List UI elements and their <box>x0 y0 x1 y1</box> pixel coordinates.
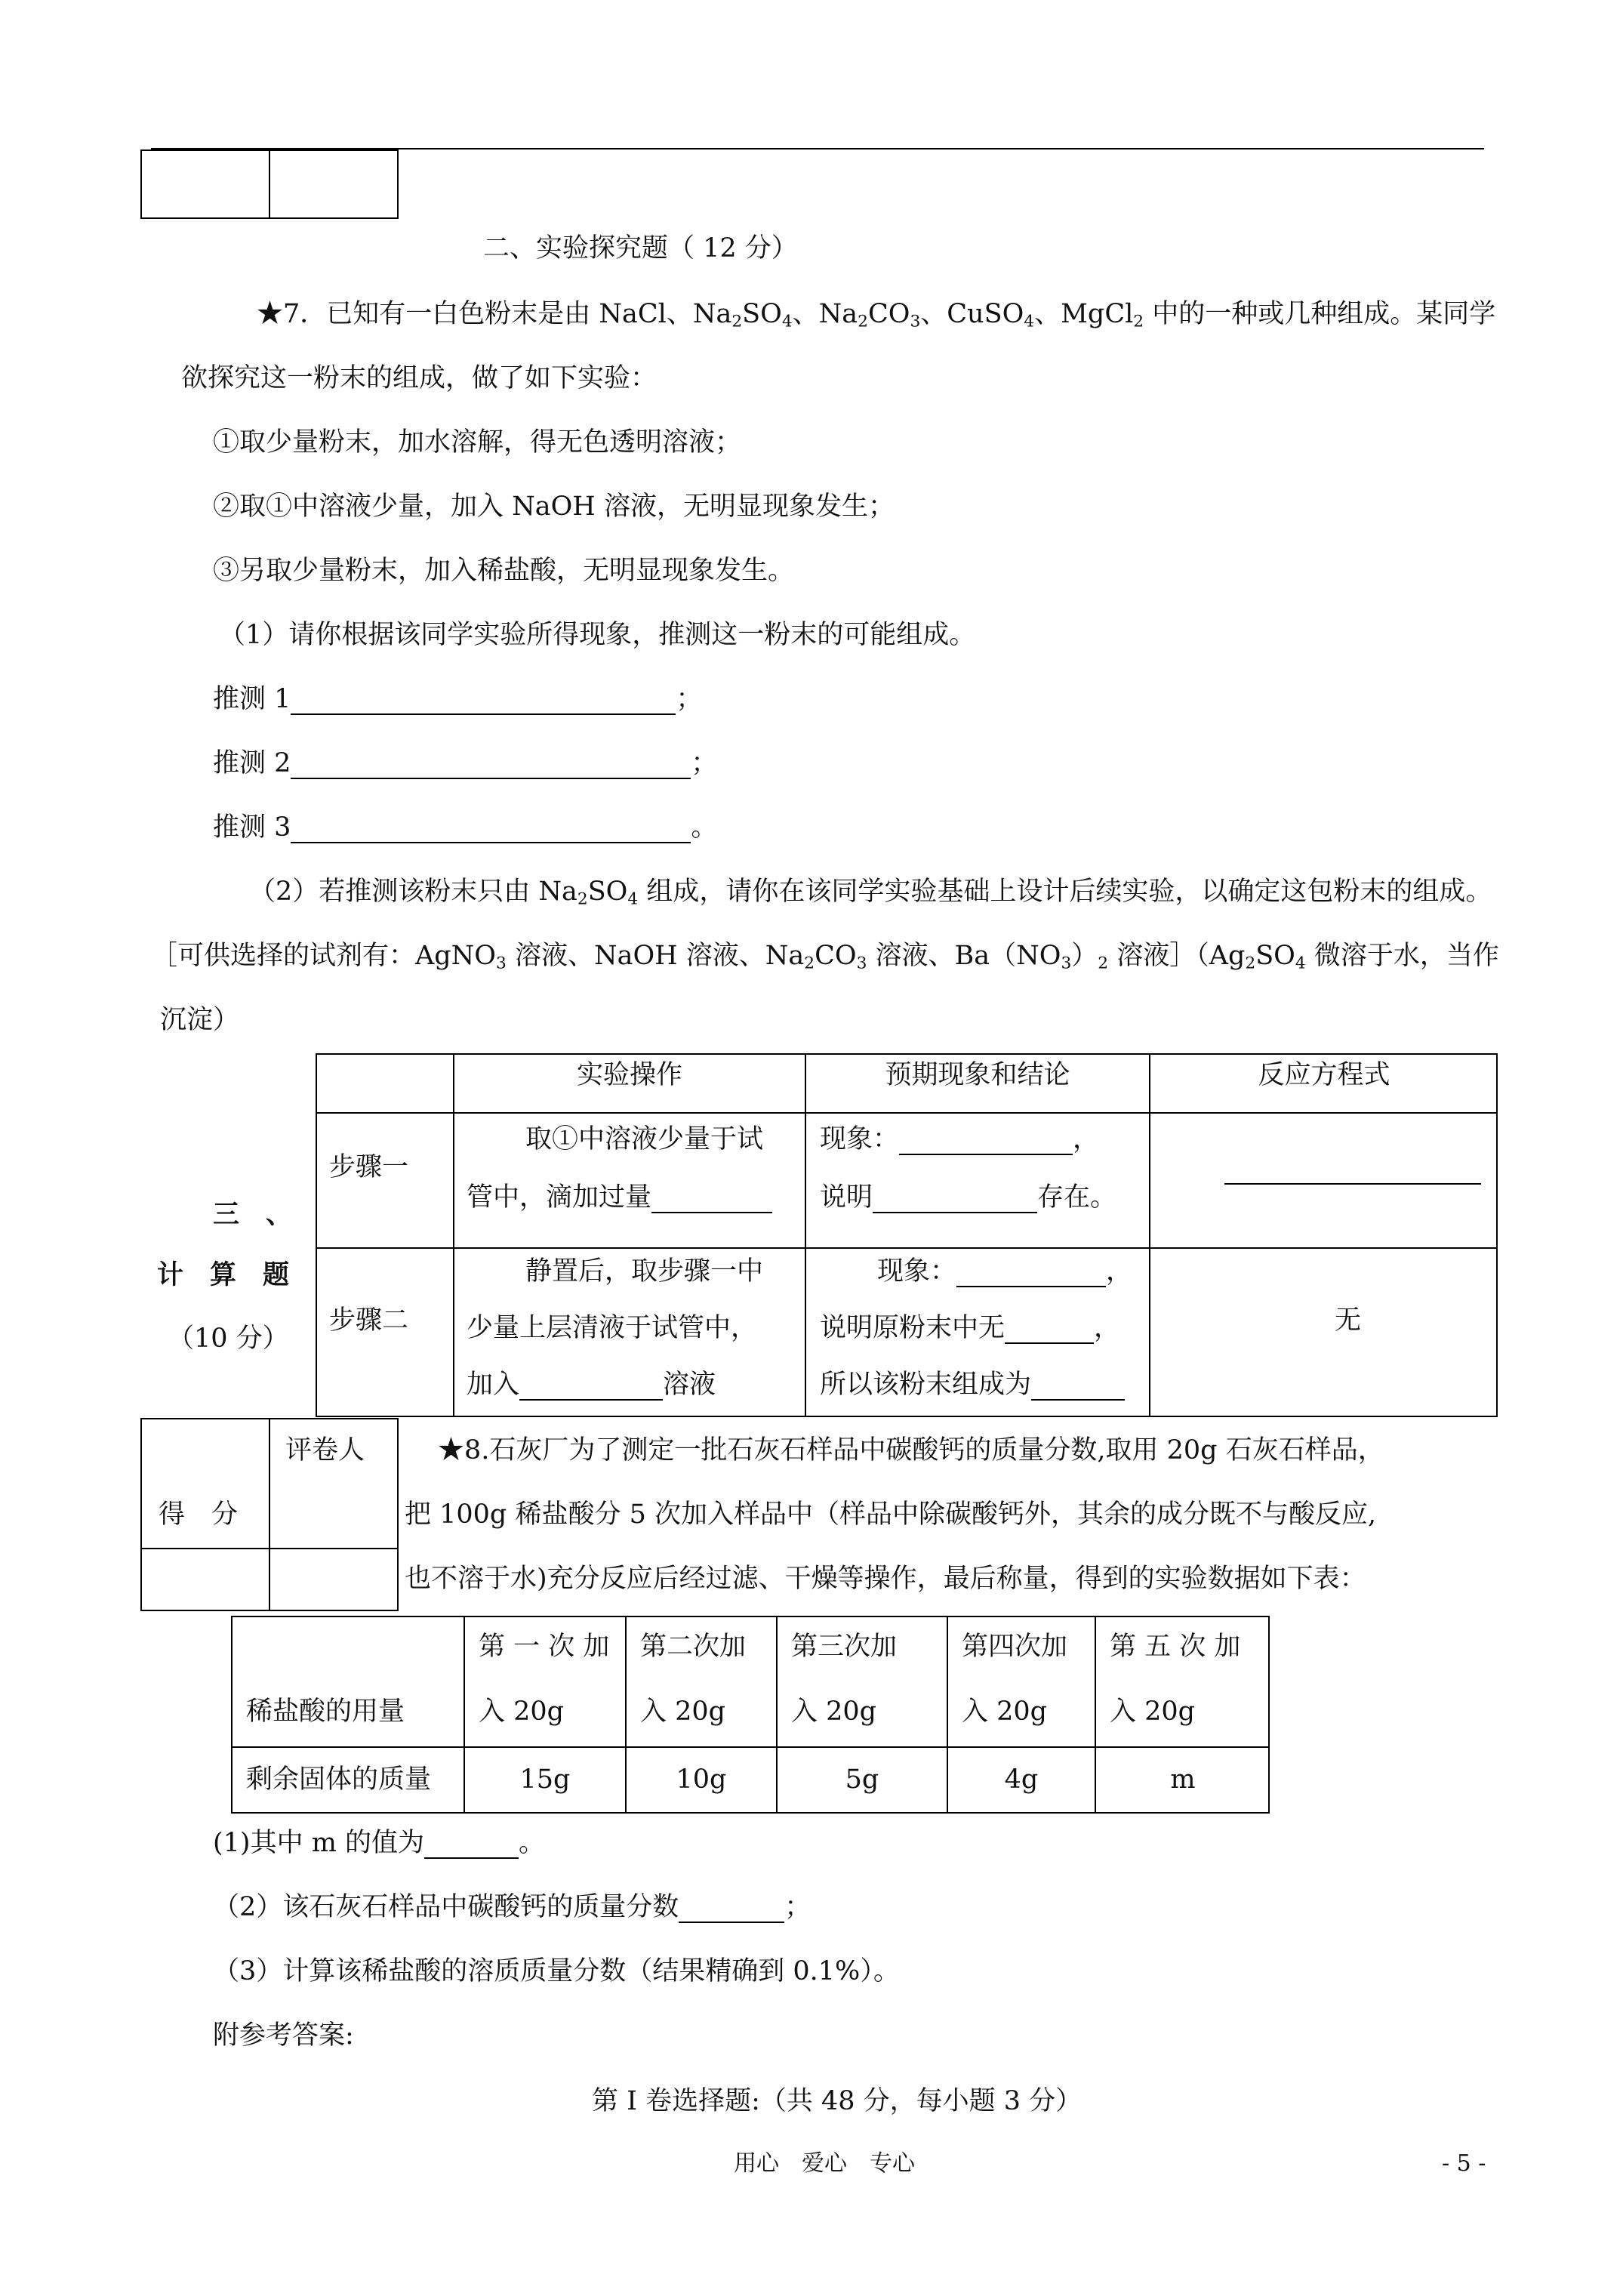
row-solid-label: 剩余固体的质量 <box>246 1764 432 1795</box>
col-5-top: 第 五 次 加 <box>1110 1632 1241 1662</box>
guess-1-blank[interactable] <box>291 686 676 715</box>
step2-result-line1: 现象： ， <box>877 1256 1133 1287</box>
col-4-top: 第四次加 <box>962 1632 1068 1662</box>
col-3-top: 第三次加 <box>791 1632 898 1662</box>
guess-2-blank[interactable] <box>291 750 691 779</box>
step2-phenomenon-blank[interactable] <box>956 1258 1106 1287</box>
q7-step-2: ②取①中溶液少量，加入 NaOH 溶液，无明显现象发生； <box>213 492 895 522</box>
header-operation: 实验操作 <box>576 1060 682 1090</box>
guess-2-label: 推测 2 <box>213 748 291 778</box>
step1-label: 步骤一 <box>329 1152 409 1182</box>
step2-op-line2: 少量上层清液于试管中， <box>467 1313 758 1343</box>
col-1-value: 15g <box>519 1764 571 1795</box>
q7-step-3: ③另取少量粉末，加入稀盐酸，无明显现象发生。 <box>213 556 795 586</box>
step1-op-line2: 管中，滴加过量 <box>467 1182 772 1213</box>
col-1-bottom: 入 20g <box>479 1697 565 1727</box>
step1-reagent-blank[interactable] <box>651 1184 772 1213</box>
step2-result-line2: 说明原粉末中无 ， <box>820 1313 1121 1343</box>
col-3-value: 5g <box>845 1764 879 1795</box>
step1-phenomenon-blank[interactable] <box>899 1126 1073 1155</box>
step2-label: 步骤二 <box>329 1305 409 1336</box>
q8-fraction-blank[interactable] <box>679 1894 784 1923</box>
q7-line-2: 欲探究这一粉末的组成，做了如下实验： <box>181 363 658 393</box>
col-2-bottom: 入 20g <box>640 1697 726 1727</box>
col-2-top: 第二次加 <box>640 1632 747 1662</box>
step2-op-line1: 静置后，取步骤一中 <box>525 1256 764 1287</box>
section3-heading-3: （10 分） <box>168 1324 289 1354</box>
grader-label: 评卷人 <box>285 1435 365 1465</box>
experiment-table <box>316 1053 1498 1417</box>
header-equation: 反应方程式 <box>1258 1060 1390 1090</box>
q8-question-1: (1)其中 m 的值为 。 <box>213 1828 546 1858</box>
step2-composition-blank[interactable] <box>1031 1371 1125 1401</box>
guess-1-label: 推测 1 <box>213 684 291 714</box>
step2-absent-blank[interactable] <box>1005 1314 1094 1344</box>
q7-part1-prompt: （1）请你根据该同学实验所得现象，推测这一粉末的可能组成。 <box>219 620 976 650</box>
q8-line-2: 把 100g 稀盐酸分 5 次加入样品中（样品中除碳酸钙外，其余的成分既不与酸反应, <box>405 1499 1377 1530</box>
guess-3-label: 推测 3 <box>213 812 291 843</box>
q7-line-1: ★7．已知有一白色粉末是由 NaCl、$Na_2SO_4$、$Na_2CO_3$、CuSO$_4$、MgCl$_2$ 中的一种或几种组成。某同学 <box>257 299 1496 331</box>
answers-label: 附参考答案: <box>213 2020 354 2051</box>
q8-line-3: 也不溶于水)充分反应后经过滤、干燥等操作，最后称量，得到的实验数据如下表： <box>405 1564 1366 1594</box>
section2-heading: 二、实验探究题（ 12 分） <box>483 233 798 264</box>
q7-part2-line-2: ［可供选择的试剂有：AgNO$_3$ 溶液、NaOH 溶液、$Na_2CO_3$ 溶液、$Ba(NO_3)_2$ 溶液$](Ag_2SO_4$ 微溶于水，当作 <box>151 941 1499 973</box>
q8-m-blank[interactable] <box>424 1829 519 1859</box>
step1-op-line1: 取①中溶液少量于试 <box>525 1124 764 1154</box>
col-3-bottom: 入 20g <box>791 1697 877 1727</box>
step2-equation: 无 <box>1335 1305 1362 1336</box>
footer-motto: 用心 爱心 专心 <box>734 2150 915 2177</box>
col-5-bottom: 入 20g <box>1110 1697 1196 1727</box>
q8-line-1: ★8.石灰厂为了测定一批石灰石样品中碳酸钙的质量分数,取用 20g 石灰石样品， <box>438 1435 1384 1465</box>
q7-part2-line-3: 沉淀） <box>160 1005 240 1035</box>
guess-3-blank[interactable] <box>291 814 691 843</box>
step1-exists-blank[interactable] <box>873 1184 1037 1213</box>
step1-result-line1: 现象： ， <box>820 1124 1100 1154</box>
q8-question-3: （3）计算该稀盐酸的溶质质量分数（结果精确到 0.1%）。 <box>213 1956 900 1986</box>
col-2-value: 10g <box>676 1764 727 1795</box>
score-box-top-right <box>269 149 399 219</box>
section3-heading-1: 三 、 <box>213 1199 293 1230</box>
footer-page-number: - 5 - <box>1442 2150 1486 2177</box>
q7-part2-line-1: （2）若推测该粉末只由 $Na_2SO_4$ 组成，请你在该同学实验基础上设计后续实验，以确定这包粉末的组成。 <box>249 877 1492 909</box>
q7-step-1: ①取少量粉末，加水溶解，得无色透明溶液； <box>213 427 742 458</box>
q8-question-2: （2）该石灰石样品中碳酸钙的质量分数 ； <box>213 1892 812 1922</box>
col-1-top: 第 一 次 加 <box>479 1632 610 1662</box>
col-4-value: 4g <box>1004 1764 1039 1795</box>
step2-op-line3: 加入 溶液 <box>467 1370 716 1400</box>
guess-1: 推测 1 ； <box>213 684 703 714</box>
step2-result-line3: 所以该粉末组成为 <box>820 1369 1125 1401</box>
guess-2: 推测 2 ； <box>213 748 718 778</box>
score-box-top-left <box>140 149 270 219</box>
step1-equation-blank[interactable] <box>1224 1183 1481 1185</box>
section3-heading-2: 计 算 题 <box>157 1259 290 1290</box>
row-acid-label: 稀盐酸的用量 <box>246 1697 405 1727</box>
answers-part1: 第 I 卷选择题:（共 48 分，每小题 3 分） <box>592 2086 1083 2116</box>
header-expected: 预期现象和结论 <box>885 1060 1070 1090</box>
guess-3: 推测 3 。 <box>213 812 718 843</box>
col-5-value: m <box>1170 1764 1196 1795</box>
step1-result-line2: 说明 存在。 <box>820 1182 1117 1213</box>
step2-reagent-blank[interactable] <box>519 1371 663 1401</box>
score-label: 得 分 <box>159 1499 239 1530</box>
col-4-bottom: 入 20g <box>962 1697 1048 1727</box>
